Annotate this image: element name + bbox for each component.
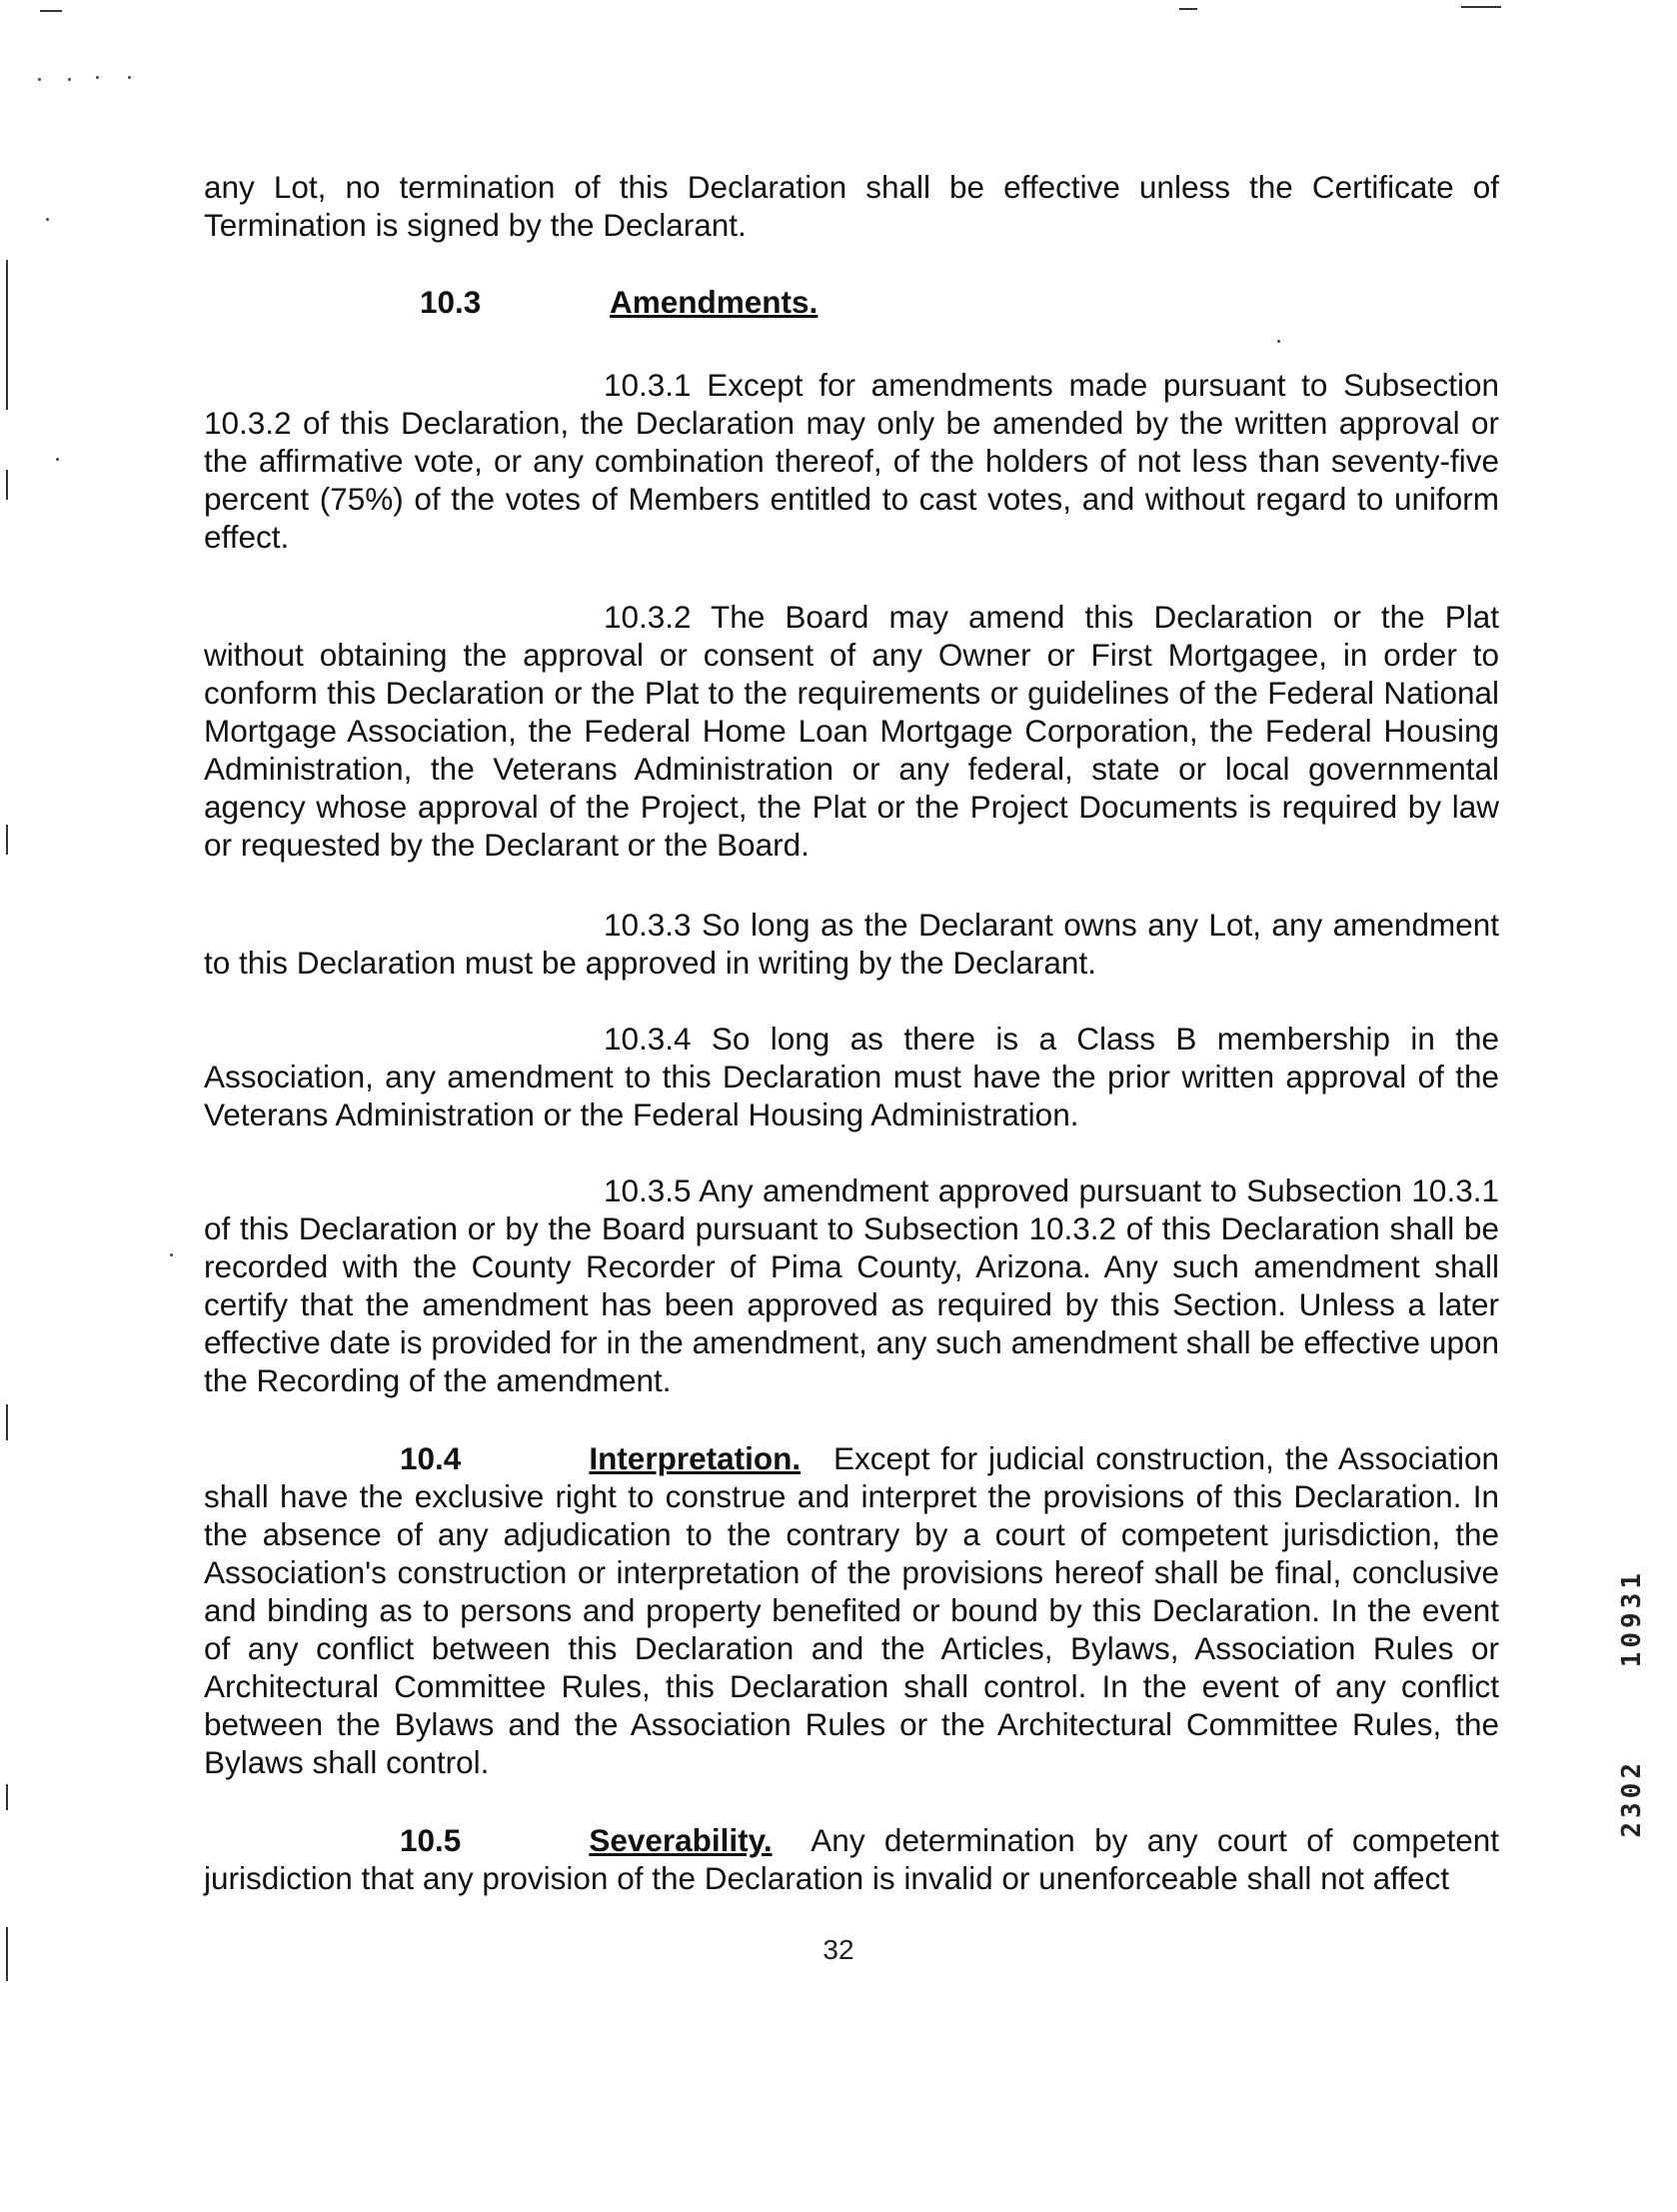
scan-mark-top-right-a [1179, 8, 1197, 10]
section-10-5-number: 10.5 [400, 1822, 462, 1858]
scan-dot [170, 1253, 173, 1256]
paragraph-10-3-5: 10.3.5 Any amendment approved pursuant to Subsection 10.3.1 of this Declaration or by the Board pursuant to Subsection 10.3.2 of this Declaration shall be recorded with the County Recorder of Pima County, Arizona. Any such amendment shall certify that the amendment has been approved as required by this Section. Unless a later effective date is provided for in the amendment, any such amendment shall be effective upon the Recording of the amendment. [204, 1172, 1499, 1398]
scan-dot [46, 218, 49, 221]
intro-paragraph: any Lot, no termination of this Declaration shall be effective unless the Certificate of Termination is signed by the Declarant. [204, 169, 1499, 243]
scan-dot [38, 78, 41, 81]
section-10-4-number: 10.4 [400, 1440, 462, 1476]
section-10-4 [204, 1439, 1499, 1781]
margin-line [6, 470, 8, 500]
margin-line [6, 1784, 8, 1810]
section-10-4-title: Interpretation. [589, 1440, 802, 1476]
section-10-3-number: 10.3 [420, 284, 482, 320]
recording-stamp-lower: 2302 [1617, 1759, 1647, 1838]
scan-mark-top-right-b [1461, 6, 1501, 8]
paragraph-10-3-3: 10.3.3 So long as the Declarant owns any Lot, any amendment to this Declaration must be approved in writing by the Declarant. [204, 907, 1499, 981]
paragraph-10-3-4: 10.3.4 So long as there is a Class B membership in the Association, any amendment to this Declaration must have the prior written approval of the Veterans Administration or the Federal Housing Administration. [204, 1021, 1499, 1132]
paragraph-10-3-1: 10.3.1 Except for amendments made pursuant to Subsection 10.3.2 of this Declaration, the Declaration may only be amended by the written approval or the affirmative vote, or any combination thereof, of the holders of not less than seventy-five percent (75%) of the votes of Members entitled to cast votes, and without regard to uniform effect. [204, 367, 1499, 555]
scan-dot [56, 458, 59, 461]
margin-line [6, 1404, 8, 1440]
recording-stamp-upper: 10931 [1617, 1569, 1647, 1668]
section-10-5 [204, 1821, 1499, 1897]
paragraph-10-3-2: 10.3.2 The Board may amend this Declaration or the Plat without obtaining the approval or consent of any Owner or First Mortgagee, in order to conform this Declaration or the Plat to the requirements or guidelines of the Federal National Mortgage Association, the Federal Home Loan Mortgage Corporation, the Federal Housing Administration, the Veterans Administration or any federal, state or local governmental agency whose approval of the Project, the Plat or the Project Documents is required by law or requested by the Declarant or the Board. [204, 599, 1499, 863]
scan-dot [1277, 340, 1280, 343]
margin-line [6, 825, 8, 855]
section-10-4-text: Except for judicial construction, the Association shall have the exclusive right to construe and interpret the provisions of this Declaration. In the absence of any adjudication to the contrary by a court of competent jurisdiction, the Association's construction or interpretation of the provisions hereof shall be final, conclusive and binding as to persons and property benefited or bound by this Declaration. In the event of any conflict between this Declaration and the Articles, Bylaws, Association Rules or Architectural Committee Rules, this Declaration shall control. In the event of any conflict between the Bylaws and the Association Rules or the Architectural Committee Rules, the Bylaws shall control. [204, 1440, 1499, 1780]
section-10-5-text: Any determination by any court of competent jurisdiction that any provision of the Declaration is invalid or unenforceable shall not affect [204, 1822, 1499, 1896]
scan-mark-top-left [40, 10, 62, 12]
section-10-5-title: Severability. [589, 1822, 773, 1858]
margin-line [6, 260, 8, 410]
scan-dot [128, 76, 131, 79]
scan-dot [96, 76, 99, 79]
page-number: 32 [823, 1934, 854, 1965]
scan-dot [68, 78, 71, 81]
section-10-3-title: Amendments. [610, 284, 819, 320]
